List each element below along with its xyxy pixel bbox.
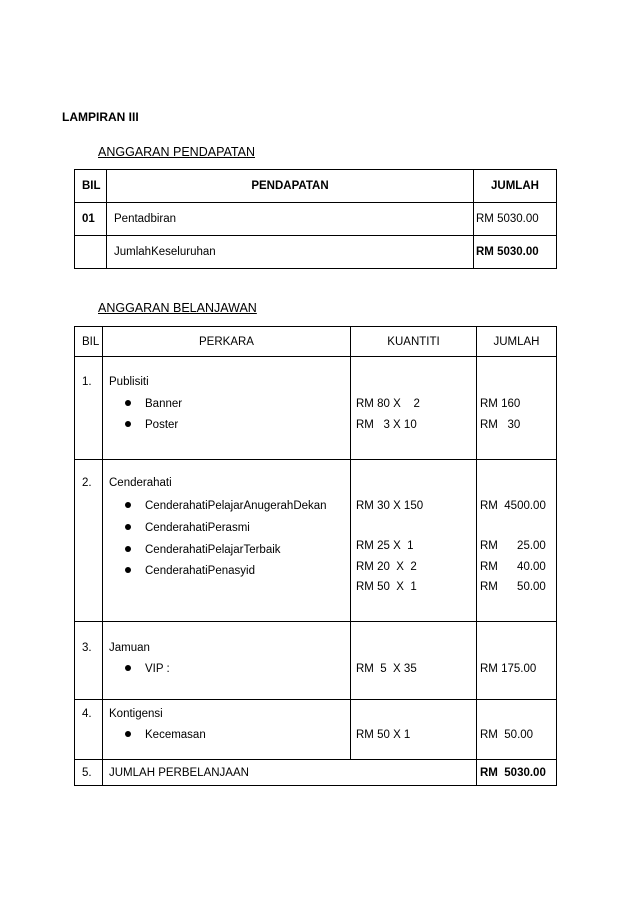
pendapatan-table [74, 169, 557, 269]
kuantiti-value: RM 3 X 10 [356, 419, 417, 431]
kuantiti-value: RM 25 X 1 [356, 540, 414, 552]
section-title: Kontigensi [109, 708, 163, 720]
belanjawan-header-row [75, 327, 557, 357]
row-jumlah: RM 5030.00 [474, 236, 557, 269]
header-kuantiti: KUANTITI [351, 327, 477, 357]
section-publisiti [75, 357, 557, 460]
row-jumlah: RM 5030.00 [474, 203, 557, 236]
belanjawan-heading: ANGGARAN BELANJAWAN [98, 301, 257, 315]
header-pendapatan: PENDAPATAN [107, 170, 474, 203]
document-title: LAMPIRAN III [62, 110, 139, 124]
list-item: CenderahatiPenasyid [125, 565, 255, 577]
kuantiti-value: RM 30 X 150 [356, 500, 424, 512]
jumlah-value: RM 50.00 [480, 729, 534, 741]
pendapatan-heading: ANGGARAN PENDAPATAN [98, 145, 255, 159]
row-item: JumlahKeseluruhan [107, 236, 474, 269]
list-item: CenderahatiPelajarTerbaik [125, 544, 281, 556]
list-item: Poster [125, 419, 178, 431]
header-perkara: PERKARA [103, 327, 351, 357]
list-item: VIP : [125, 663, 170, 675]
total-label: JUMLAH PERBELANJAAN [103, 760, 477, 786]
kuantiti-value: RM 50 X 1 [356, 729, 411, 741]
section-bil: 3. [82, 642, 92, 654]
section-title: Jamuan [109, 642, 150, 654]
list-item: CenderahatiPelajarAnugerahDekan [125, 500, 327, 512]
bullet-icon [125, 665, 131, 671]
jumlah-value: RM 4500.00 [480, 500, 546, 512]
header-jumlah: JUMLAH [474, 170, 557, 203]
section-jamuan [75, 622, 557, 700]
header-jumlah: JUMLAH [477, 327, 557, 357]
jumlah-value: RM 160 [480, 398, 521, 410]
section-bil: 4. [82, 708, 92, 720]
section-cenderahati [75, 460, 557, 622]
section-bil: 1. [82, 376, 92, 388]
kuantiti-value: RM 50 X 1 [356, 581, 417, 593]
header-bil: BIL [75, 170, 107, 203]
jumlah-value: RM 30 [480, 419, 521, 431]
jumlah-value: RM 40.00 [480, 561, 546, 573]
table-row [75, 203, 557, 236]
kuantiti-value: RM 20 X 2 [356, 561, 417, 573]
jumlah-value: RM 50.00 [480, 581, 546, 593]
kuantiti-value: RM 5 X 35 [356, 663, 417, 675]
section-title: Cenderahati [109, 477, 172, 489]
row-bil [75, 236, 107, 269]
jumlah-value: RM 175.00 [480, 663, 537, 675]
total-bil: 5. [75, 760, 103, 786]
list-item: Banner [125, 398, 182, 410]
bullet-icon [125, 421, 131, 427]
header-bil: BIL [75, 327, 103, 357]
bullet-icon [125, 400, 131, 406]
total-row [75, 760, 557, 786]
list-item: Kecemasan [125, 729, 206, 741]
list-item: CenderahatiPerasmi [125, 522, 250, 534]
bullet-icon [125, 524, 131, 530]
bullet-icon [125, 731, 131, 737]
section-kontigensi [75, 700, 557, 760]
section-bil: 2. [82, 477, 92, 489]
total-jumlah: RM 5030.00 [477, 760, 557, 786]
row-item: Pentadbiran [107, 203, 474, 236]
belanjawan-table [74, 326, 557, 786]
kuantiti-value: RM 80 X 2 [356, 398, 420, 410]
bullet-icon [125, 502, 131, 508]
bullet-icon [125, 546, 131, 552]
jumlah-value: RM 25.00 [480, 540, 546, 552]
section-title: Publisiti [109, 376, 149, 388]
bullet-icon [125, 567, 131, 573]
table-row [75, 236, 557, 269]
pendapatan-header-row [75, 170, 557, 203]
row-bil: 01 [75, 203, 107, 236]
